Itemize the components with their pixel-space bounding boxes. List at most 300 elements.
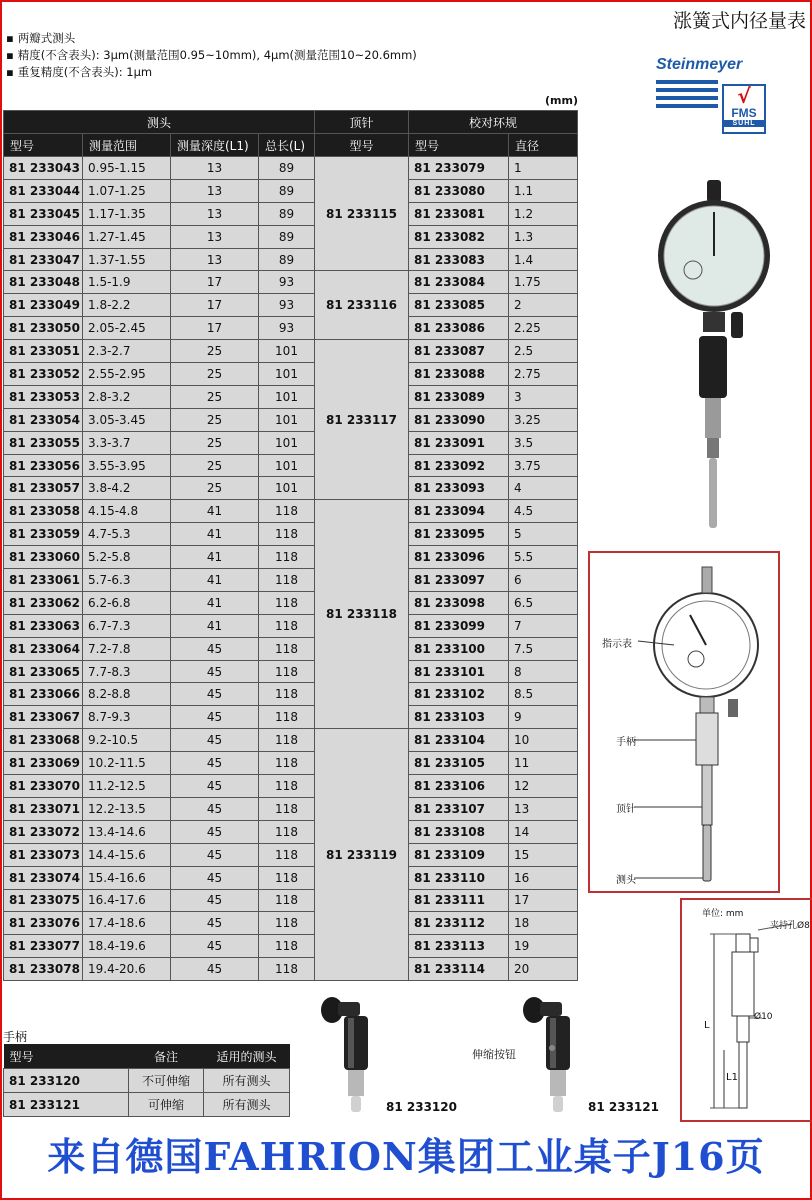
probe-model: 81 233074 bbox=[4, 866, 83, 889]
total-length: 89 bbox=[259, 248, 315, 271]
ring-gauge-model: 81 233092 bbox=[409, 454, 509, 477]
probe-model: 81 233071 bbox=[4, 797, 83, 820]
total-length: 89 bbox=[259, 179, 315, 202]
total-length: 93 bbox=[259, 294, 315, 317]
ring-gauge-model: 81 233103 bbox=[409, 706, 509, 729]
table-row bbox=[4, 706, 578, 729]
handle-image-telescopic bbox=[520, 996, 580, 1116]
total-length: 118 bbox=[259, 569, 315, 592]
ring-gauge-model: 81 233088 bbox=[409, 363, 509, 386]
measuring-depth: 25 bbox=[171, 340, 259, 363]
ring-gauge-model: 81 233082 bbox=[409, 225, 509, 248]
measuring-depth: 41 bbox=[171, 569, 259, 592]
table-row bbox=[4, 1069, 290, 1093]
probe-model: 81 233055 bbox=[4, 431, 83, 454]
ring-gauge-model: 81 233100 bbox=[409, 637, 509, 660]
measuring-depth: 45 bbox=[171, 889, 259, 912]
total-length: 118 bbox=[259, 523, 315, 546]
measuring-depth: 45 bbox=[171, 843, 259, 866]
table-row bbox=[4, 294, 578, 317]
ring-gauge-model: 81 233086 bbox=[409, 317, 509, 340]
ring-diameter: 7 bbox=[509, 614, 578, 637]
measuring-depth: 41 bbox=[171, 500, 259, 523]
probe-label: 测头 bbox=[616, 875, 636, 886]
measuring-depth: 45 bbox=[171, 935, 259, 958]
handle-fits: 所有测头 bbox=[204, 1093, 290, 1117]
ring-diameter: 12 bbox=[509, 775, 578, 798]
table-row bbox=[4, 866, 578, 889]
component-diagram bbox=[588, 551, 780, 893]
ring-gauge-model: 81 233095 bbox=[409, 523, 509, 546]
measuring-range: 5.2-5.8 bbox=[83, 546, 171, 569]
total-length: 101 bbox=[259, 363, 315, 386]
table-row bbox=[4, 614, 578, 637]
handle-caption: 81 233121 bbox=[588, 1100, 659, 1114]
measuring-depth: 45 bbox=[171, 752, 259, 775]
measuring-depth: 13 bbox=[171, 179, 259, 202]
ring-diameter: 3.5 bbox=[509, 431, 578, 454]
ring-gauge-model: 81 233096 bbox=[409, 546, 509, 569]
probe-model: 81 233052 bbox=[4, 363, 83, 386]
table-row bbox=[4, 775, 578, 798]
measuring-depth: 45 bbox=[171, 912, 259, 935]
logo-stripe bbox=[656, 80, 718, 84]
clamp-label: 夹持孔Ø8 bbox=[770, 921, 810, 931]
table-row bbox=[4, 523, 578, 546]
measuring-depth: 45 bbox=[171, 775, 259, 798]
table-row bbox=[4, 729, 578, 752]
probe-model: 81 233051 bbox=[4, 340, 83, 363]
measuring-depth: 45 bbox=[171, 866, 259, 889]
table-row bbox=[4, 683, 578, 706]
handle-table bbox=[3, 1044, 290, 1117]
col-header: 适用的测头 bbox=[204, 1044, 290, 1069]
measuring-range: 12.2-13.5 bbox=[83, 797, 171, 820]
measuring-range: 16.4-17.6 bbox=[83, 889, 171, 912]
probe-model: 81 233045 bbox=[4, 202, 83, 225]
indicator-label: 指示表 bbox=[602, 639, 632, 650]
measuring-range: 10.2-11.5 bbox=[83, 752, 171, 775]
measuring-depth: 41 bbox=[171, 614, 259, 637]
probe-model: 81 233075 bbox=[4, 889, 83, 912]
probe-model: 81 233068 bbox=[4, 729, 83, 752]
table-row bbox=[4, 843, 578, 866]
total-length: 101 bbox=[259, 431, 315, 454]
probe-model: 81 233069 bbox=[4, 752, 83, 775]
ring-diameter: 19 bbox=[509, 935, 578, 958]
dimension-drawing bbox=[680, 898, 812, 1122]
pin-model: 81 233115 bbox=[315, 157, 409, 271]
measuring-depth: 41 bbox=[171, 546, 259, 569]
ring-diameter: 6.5 bbox=[509, 591, 578, 614]
table-row bbox=[4, 546, 578, 569]
ring-gauge-model: 81 233111 bbox=[409, 889, 509, 912]
total-length: 118 bbox=[259, 775, 315, 798]
ring-gauge-model: 81 233099 bbox=[409, 614, 509, 637]
probe-model: 81 233077 bbox=[4, 935, 83, 958]
measuring-depth: 13 bbox=[171, 248, 259, 271]
total-length: 118 bbox=[259, 546, 315, 569]
measuring-depth: 17 bbox=[171, 317, 259, 340]
logo-stripe bbox=[656, 104, 718, 108]
measuring-range: 4.15-4.8 bbox=[83, 500, 171, 523]
length-label: L bbox=[704, 1020, 710, 1031]
total-length: 118 bbox=[259, 935, 315, 958]
measuring-depth: 45 bbox=[171, 683, 259, 706]
total-length: 118 bbox=[259, 820, 315, 843]
group-header-pin: 顶针 bbox=[315, 111, 409, 134]
handle-image-fixed bbox=[318, 996, 378, 1116]
ring-diameter: 5 bbox=[509, 523, 578, 546]
check-icon: √ bbox=[737, 84, 751, 108]
probe-model: 81 233054 bbox=[4, 408, 83, 431]
probe-model: 81 233062 bbox=[4, 591, 83, 614]
ring-diameter: 1 bbox=[509, 157, 578, 180]
measuring-range: 11.2-12.5 bbox=[83, 775, 171, 798]
probe-model: 81 233061 bbox=[4, 569, 83, 592]
total-length: 89 bbox=[259, 202, 315, 225]
ring-gauge-model: 81 233108 bbox=[409, 820, 509, 843]
ring-gauge-model: 81 233097 bbox=[409, 569, 509, 592]
ring-gauge-model: 81 233113 bbox=[409, 935, 509, 958]
ring-diameter: 8.5 bbox=[509, 683, 578, 706]
ring-gauge-model: 81 233094 bbox=[409, 500, 509, 523]
ring-diameter: 2.75 bbox=[509, 363, 578, 386]
probe-model: 81 233057 bbox=[4, 477, 83, 500]
handle-caption: 81 233120 bbox=[386, 1100, 457, 1114]
footer-banner: 来自德国FAHRION集团工业桌子J16页 bbox=[47, 1134, 765, 1179]
ring-diameter: 9 bbox=[509, 706, 578, 729]
ring-diameter: 1.1 bbox=[509, 179, 578, 202]
pin-label: 顶针 bbox=[616, 804, 636, 815]
measuring-range: 1.37-1.55 bbox=[83, 248, 171, 271]
dimension-drawing-lines bbox=[682, 900, 812, 1120]
probe-model: 81 233059 bbox=[4, 523, 83, 546]
total-length: 118 bbox=[259, 958, 315, 981]
measuring-range: 13.4-14.6 bbox=[83, 820, 171, 843]
total-length: 93 bbox=[259, 271, 315, 294]
ring-gauge-model: 81 233081 bbox=[409, 202, 509, 225]
measuring-depth: 13 bbox=[171, 157, 259, 180]
measuring-range: 1.27-1.45 bbox=[83, 225, 171, 248]
col-header: 备注 bbox=[129, 1044, 204, 1069]
measuring-range: 14.4-15.6 bbox=[83, 843, 171, 866]
ring-diameter: 7.5 bbox=[509, 637, 578, 660]
ring-diameter: 3 bbox=[509, 385, 578, 408]
col-header: 直径 bbox=[509, 134, 578, 157]
ring-gauge-model: 81 233084 bbox=[409, 271, 509, 294]
pin-model: 81 233119 bbox=[315, 729, 409, 981]
table-row bbox=[4, 157, 578, 180]
ring-diameter: 4 bbox=[509, 477, 578, 500]
measuring-depth: 45 bbox=[171, 706, 259, 729]
measuring-range: 19.4-20.6 bbox=[83, 958, 171, 981]
measuring-range: 7.7-8.3 bbox=[83, 660, 171, 683]
total-length: 101 bbox=[259, 340, 315, 363]
ring-diameter: 6 bbox=[509, 569, 578, 592]
total-length: 118 bbox=[259, 866, 315, 889]
spec-item: ▪ 重复精度(不含表头): 1µm bbox=[6, 64, 417, 81]
measuring-range: 1.8-2.2 bbox=[83, 294, 171, 317]
handle-note: 不可伸缩 bbox=[129, 1069, 204, 1093]
table-row bbox=[4, 500, 578, 523]
measuring-depth: 25 bbox=[171, 408, 259, 431]
col-header: 总长(L) bbox=[259, 134, 315, 157]
total-length: 101 bbox=[259, 454, 315, 477]
fms-text: FMS bbox=[731, 106, 757, 120]
ring-diameter: 16 bbox=[509, 866, 578, 889]
table-row bbox=[4, 637, 578, 660]
spec-list bbox=[6, 30, 417, 81]
measuring-range: 15.4-16.6 bbox=[83, 866, 171, 889]
telescope-button-label: 伸缩按钮 bbox=[472, 1048, 516, 1061]
measuring-range: 2.3-2.7 bbox=[83, 340, 171, 363]
measuring-range: 9.2-10.5 bbox=[83, 729, 171, 752]
table-row bbox=[4, 202, 578, 225]
ring-diameter: 20 bbox=[509, 958, 578, 981]
table-row bbox=[4, 820, 578, 843]
table-row bbox=[4, 431, 578, 454]
total-length: 118 bbox=[259, 752, 315, 775]
ring-diameter: 11 bbox=[509, 752, 578, 775]
measuring-depth: 17 bbox=[171, 294, 259, 317]
ring-gauge-model: 81 233110 bbox=[409, 866, 509, 889]
ring-gauge-model: 81 233087 bbox=[409, 340, 509, 363]
measuring-range: 3.55-3.95 bbox=[83, 454, 171, 477]
measuring-depth: 25 bbox=[171, 454, 259, 477]
measuring-depth: 25 bbox=[171, 477, 259, 500]
probe-model: 81 233043 bbox=[4, 157, 83, 180]
measuring-depth: 45 bbox=[171, 797, 259, 820]
measuring-range: 1.5-1.9 bbox=[83, 271, 171, 294]
logo-stripe bbox=[656, 88, 718, 92]
table-row bbox=[4, 591, 578, 614]
handle-section-title: 手柄 bbox=[3, 1030, 28, 1044]
ring-gauge-model: 81 233091 bbox=[409, 431, 509, 454]
col-header: 型号 bbox=[4, 134, 83, 157]
ring-diameter: 17 bbox=[509, 889, 578, 912]
measuring-range: 2.8-3.2 bbox=[83, 385, 171, 408]
col-header: 测量深度(L1) bbox=[171, 134, 259, 157]
pin-model: 81 233118 bbox=[315, 500, 409, 729]
total-length: 101 bbox=[259, 477, 315, 500]
probe-model: 81 233073 bbox=[4, 843, 83, 866]
handle-model: 81 233121 bbox=[4, 1093, 129, 1117]
probe-model: 81 233049 bbox=[4, 294, 83, 317]
measuring-depth: 45 bbox=[171, 958, 259, 981]
total-length: 89 bbox=[259, 157, 315, 180]
brand-name: Steinmeyer bbox=[656, 56, 743, 73]
total-length: 101 bbox=[259, 385, 315, 408]
table-row bbox=[4, 958, 578, 981]
spec-item: ▪ 精度(不含表头): 3µm(测量范围0.95~10mm), 4µm(测量范围10~20.6mm) bbox=[6, 47, 417, 64]
table-row bbox=[4, 385, 578, 408]
diameter-label: Ø10 bbox=[754, 1012, 773, 1022]
measuring-depth: 25 bbox=[171, 363, 259, 386]
pin-model: 81 233116 bbox=[315, 271, 409, 340]
measuring-range: 3.8-4.2 bbox=[83, 477, 171, 500]
total-length: 101 bbox=[259, 408, 315, 431]
ring-gauge-model: 81 233089 bbox=[409, 385, 509, 408]
pin-model: 81 233117 bbox=[315, 340, 409, 500]
page-title: 涨簧式内径量表 bbox=[672, 10, 806, 32]
table-row bbox=[4, 912, 578, 935]
ring-gauge-model: 81 233090 bbox=[409, 408, 509, 431]
ring-diameter: 2 bbox=[509, 294, 578, 317]
probe-model: 81 233066 bbox=[4, 683, 83, 706]
group-header-ring: 校对环规 bbox=[409, 111, 578, 134]
ring-diameter: 14 bbox=[509, 820, 578, 843]
product-table bbox=[3, 110, 578, 981]
total-length: 118 bbox=[259, 843, 315, 866]
ring-gauge-model: 81 233101 bbox=[409, 660, 509, 683]
probe-model: 81 233050 bbox=[4, 317, 83, 340]
ring-gauge-model: 81 233080 bbox=[409, 179, 509, 202]
measuring-range: 6.2-6.8 bbox=[83, 591, 171, 614]
ring-gauge-model: 81 233098 bbox=[409, 591, 509, 614]
measuring-range: 2.55-2.95 bbox=[83, 363, 171, 386]
probe-model: 81 233070 bbox=[4, 775, 83, 798]
ring-gauge-model: 81 233109 bbox=[409, 843, 509, 866]
measuring-range: 5.7-6.3 bbox=[83, 569, 171, 592]
probe-model: 81 233076 bbox=[4, 912, 83, 935]
handle-model: 81 233120 bbox=[4, 1069, 129, 1093]
ring-diameter: 1.2 bbox=[509, 202, 578, 225]
measuring-range: 18.4-19.6 bbox=[83, 935, 171, 958]
spec-item: ▪ 两瓣式测头 bbox=[6, 30, 417, 47]
ring-gauge-model: 81 233102 bbox=[409, 683, 509, 706]
probe-model: 81 233047 bbox=[4, 248, 83, 271]
table-row bbox=[4, 477, 578, 500]
measuring-range: 3.05-3.45 bbox=[83, 408, 171, 431]
ring-diameter: 3.75 bbox=[509, 454, 578, 477]
total-length: 118 bbox=[259, 683, 315, 706]
fms-badge bbox=[722, 84, 766, 134]
measuring-range: 8.7-9.3 bbox=[83, 706, 171, 729]
total-length: 93 bbox=[259, 317, 315, 340]
ring-diameter: 2.25 bbox=[509, 317, 578, 340]
table-row bbox=[4, 271, 578, 294]
measuring-range: 0.95-1.15 bbox=[83, 157, 171, 180]
total-length: 118 bbox=[259, 500, 315, 523]
ring-diameter: 8 bbox=[509, 660, 578, 683]
probe-model: 81 233072 bbox=[4, 820, 83, 843]
col-header: 型号 bbox=[409, 134, 509, 157]
measuring-depth: 25 bbox=[171, 431, 259, 454]
ring-diameter: 10 bbox=[509, 729, 578, 752]
measuring-range: 1.07-1.25 bbox=[83, 179, 171, 202]
measuring-range: 8.2-8.8 bbox=[83, 683, 171, 706]
ring-diameter: 4.5 bbox=[509, 500, 578, 523]
measuring-depth: 45 bbox=[171, 637, 259, 660]
ring-diameter: 13 bbox=[509, 797, 578, 820]
ring-gauge-model: 81 233104 bbox=[409, 729, 509, 752]
measuring-depth: 45 bbox=[171, 729, 259, 752]
measuring-range: 2.05-2.45 bbox=[83, 317, 171, 340]
table-row bbox=[4, 569, 578, 592]
ring-gauge-model: 81 233114 bbox=[409, 958, 509, 981]
measuring-depth: 13 bbox=[171, 225, 259, 248]
total-length: 118 bbox=[259, 591, 315, 614]
table-row bbox=[4, 248, 578, 271]
ring-gauge-model: 81 233079 bbox=[409, 157, 509, 180]
ring-diameter: 1.4 bbox=[509, 248, 578, 271]
probe-model: 81 233063 bbox=[4, 614, 83, 637]
ring-diameter: 1.75 bbox=[509, 271, 578, 294]
probe-model: 81 233048 bbox=[4, 271, 83, 294]
col-header: 型号 bbox=[4, 1044, 129, 1069]
measuring-depth: 41 bbox=[171, 591, 259, 614]
group-header-probe: 测头 bbox=[4, 111, 315, 134]
total-length: 118 bbox=[259, 706, 315, 729]
handle-fits: 所有测头 bbox=[204, 1069, 290, 1093]
ring-gauge-model: 81 233085 bbox=[409, 294, 509, 317]
col-header: 型号 bbox=[315, 134, 409, 157]
measuring-depth: 45 bbox=[171, 820, 259, 843]
ring-gauge-model: 81 233106 bbox=[409, 775, 509, 798]
total-length: 118 bbox=[259, 660, 315, 683]
measuring-range: 3.3-3.7 bbox=[83, 431, 171, 454]
probe-model: 81 233060 bbox=[4, 546, 83, 569]
measuring-depth: 17 bbox=[171, 271, 259, 294]
table-row bbox=[4, 340, 578, 363]
unit-note: 单位: mm bbox=[702, 909, 744, 919]
ring-diameter: 2.5 bbox=[509, 340, 578, 363]
ring-diameter: 18 bbox=[509, 912, 578, 935]
probe-model: 81 233044 bbox=[4, 179, 83, 202]
ring-gauge-model: 81 233105 bbox=[409, 752, 509, 775]
ring-diameter: 3.25 bbox=[509, 408, 578, 431]
ring-gauge-model: 81 233112 bbox=[409, 912, 509, 935]
col-header: 测量范围 bbox=[83, 134, 171, 157]
depth-label: L1 bbox=[726, 1072, 738, 1083]
logo-stripe bbox=[656, 96, 718, 100]
table-row bbox=[4, 363, 578, 386]
measuring-range: 4.7-5.3 bbox=[83, 523, 171, 546]
table-body bbox=[4, 157, 578, 981]
handle-label: 手柄 bbox=[616, 737, 636, 748]
table-row bbox=[4, 752, 578, 775]
unit-label: (mm) bbox=[545, 94, 578, 107]
total-length: 118 bbox=[259, 797, 315, 820]
table-row bbox=[4, 660, 578, 683]
probe-model: 81 233065 bbox=[4, 660, 83, 683]
probe-model: 81 233056 bbox=[4, 454, 83, 477]
table-row bbox=[4, 1093, 290, 1117]
measuring-depth: 41 bbox=[171, 523, 259, 546]
measuring-depth: 25 bbox=[171, 385, 259, 408]
probe-model: 81 233046 bbox=[4, 225, 83, 248]
total-length: 118 bbox=[259, 889, 315, 912]
ring-diameter: 5.5 bbox=[509, 546, 578, 569]
table-row bbox=[4, 935, 578, 958]
bore-gauge-photo bbox=[655, 178, 775, 558]
measuring-range: 6.7-7.3 bbox=[83, 614, 171, 637]
measuring-range: 1.17-1.35 bbox=[83, 202, 171, 225]
table-row bbox=[4, 408, 578, 431]
table-row bbox=[4, 317, 578, 340]
table-row bbox=[4, 889, 578, 912]
total-length: 89 bbox=[259, 225, 315, 248]
probe-model: 81 233067 bbox=[4, 706, 83, 729]
measuring-range: 17.4-18.6 bbox=[83, 912, 171, 935]
probe-model: 81 233058 bbox=[4, 500, 83, 523]
total-length: 118 bbox=[259, 729, 315, 752]
measuring-depth: 45 bbox=[171, 660, 259, 683]
total-length: 118 bbox=[259, 912, 315, 935]
suhl-text: SUHL bbox=[724, 120, 764, 127]
total-length: 118 bbox=[259, 614, 315, 637]
